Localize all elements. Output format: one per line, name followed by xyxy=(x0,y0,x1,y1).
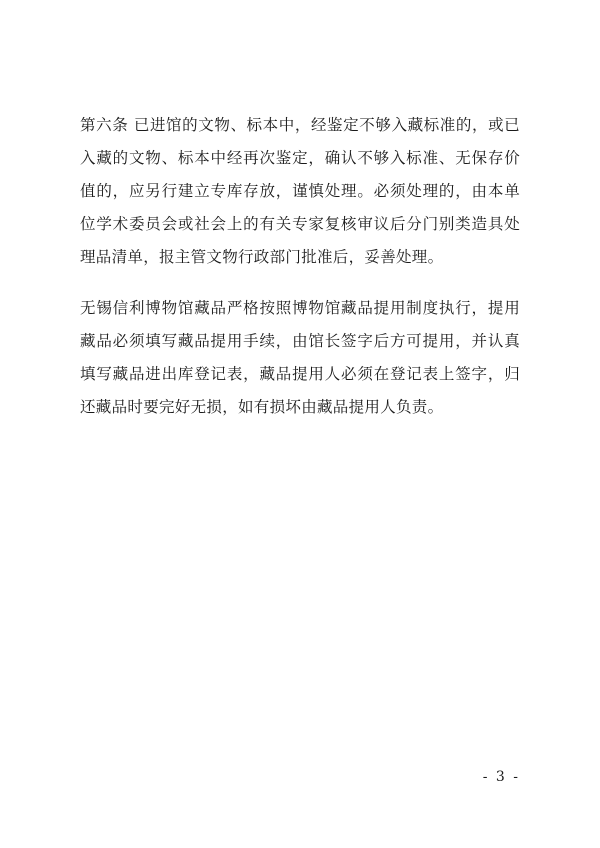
paragraph-collection-withdrawal: 无锡信利博物馆藏品严格按照博物馆藏品提用制度执行，提用藏品必须填写藏品提用手续，由馆长签字后方可提用，并认真填写藏品进出库登记表，藏品提用人必须在登记表上签字，归还藏品时要完好无损，如有损坏由藏品提用人负责。 xyxy=(80,299,520,416)
paragraph-article-6: 第六条 已进馆的文物、标本中，经鉴定不够入藏标准的，或已入藏的文物、标本中经再次鉴定，确认不够入标准、无保存价值的，应另行建立专库存放，谨慎处理。必须处理的，由本单位学术委员会或社会上的有关专家复核审议后分门别类造具处理品清单，报主管文物行政部门批准后，妥善处理。 xyxy=(80,116,520,266)
page-number: - 3 - xyxy=(482,769,520,785)
